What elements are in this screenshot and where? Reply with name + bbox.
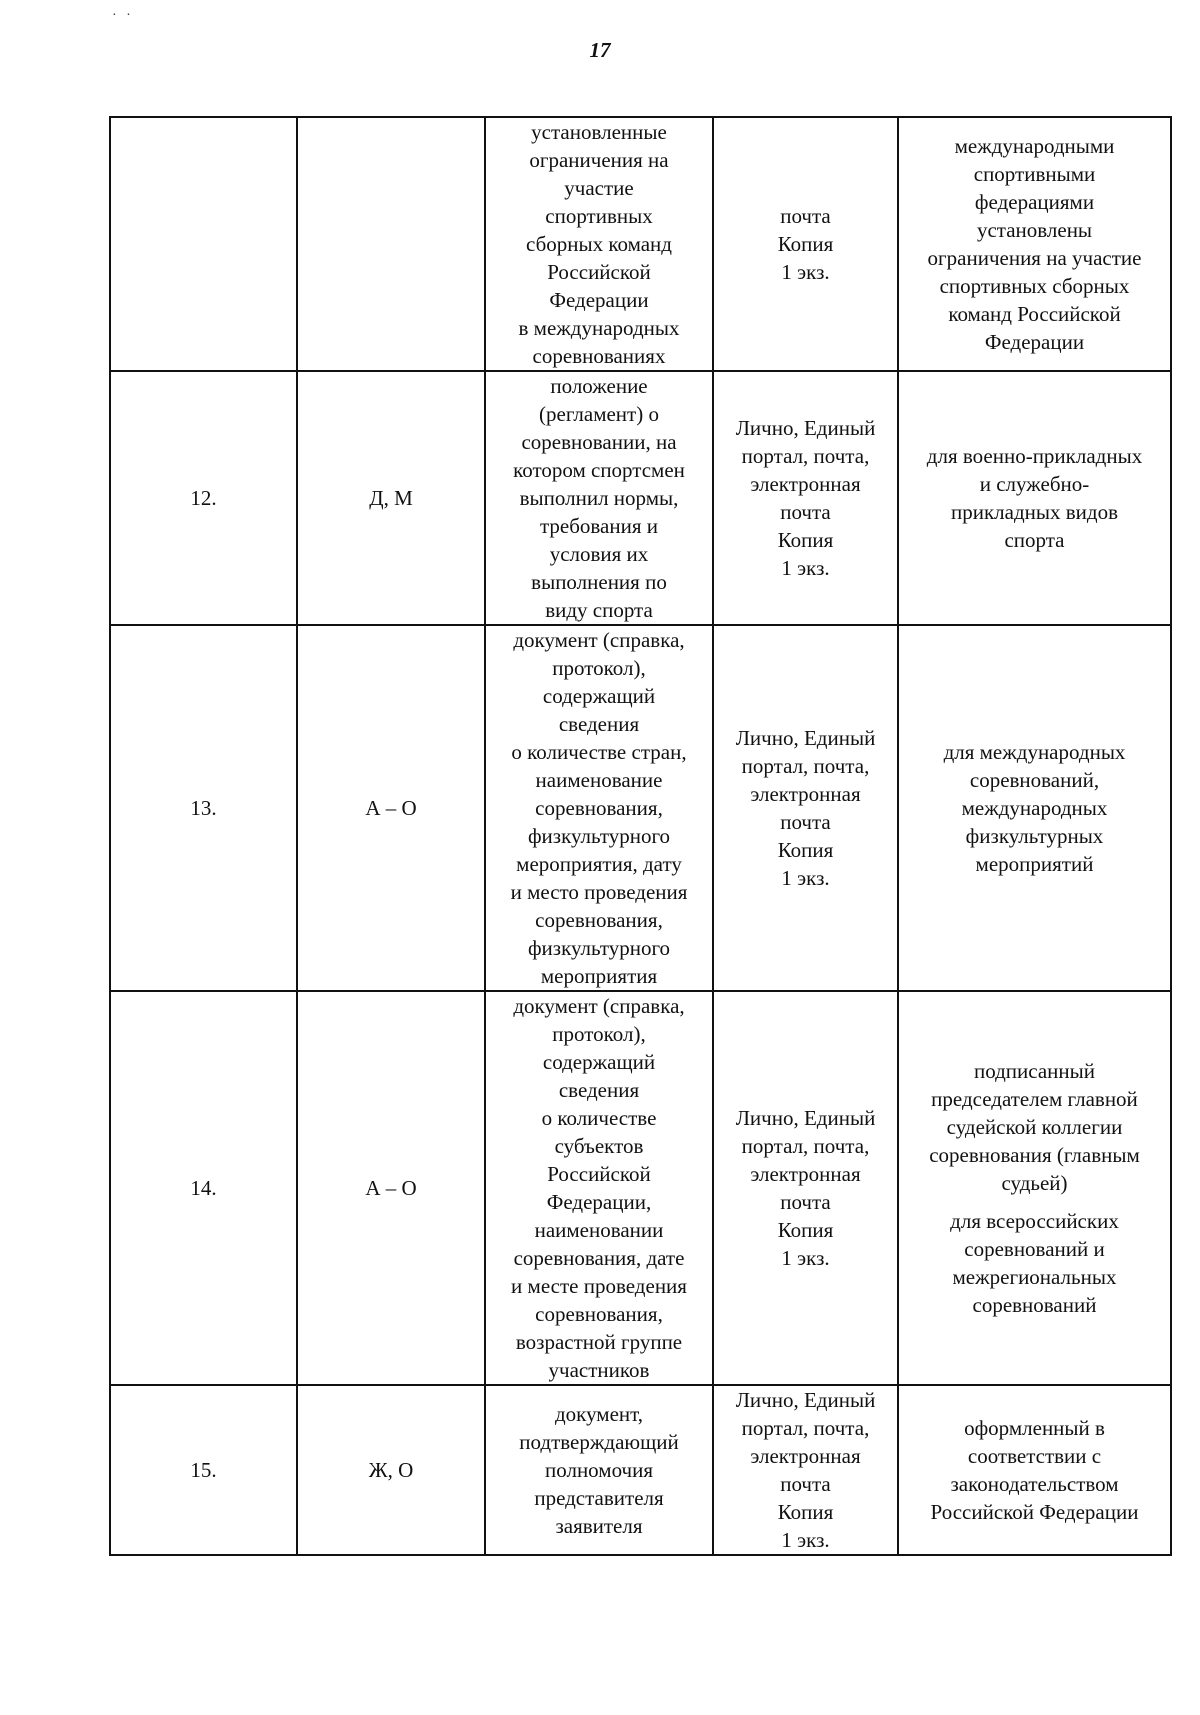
document-line: (регламент) о — [539, 402, 659, 426]
note-line: соревнований — [972, 1293, 1097, 1317]
method-line: портал, почта, — [741, 1416, 870, 1440]
note-line: соответствии с — [967, 1444, 1102, 1468]
table-row — [110, 625, 1171, 991]
document-line: установленные — [531, 120, 667, 144]
applicant-category-code — [297, 117, 485, 371]
document-line: о количестве — [541, 1106, 657, 1130]
note-line: и служебно- — [979, 472, 1090, 496]
note-block — [905, 738, 1164, 878]
document-line: сборных команд — [526, 232, 672, 256]
submission-method — [713, 117, 898, 371]
method-line: почта — [780, 810, 831, 834]
document-line: выполнения по — [531, 570, 667, 594]
method-line: почта — [780, 1190, 831, 1214]
note-block — [905, 1414, 1164, 1526]
document-line: содержащий — [542, 1050, 656, 1074]
method-line: 1 экз. — [781, 556, 830, 580]
method-line: электронная — [750, 1162, 861, 1186]
method-line: почта — [780, 1472, 831, 1496]
method-line: Лично, Единый — [735, 1106, 876, 1130]
document-line: подтверждающий — [519, 1430, 679, 1454]
method-line: 1 экз. — [781, 1528, 830, 1552]
document-line: Федерации — [549, 288, 649, 312]
document-description — [485, 1385, 713, 1555]
note-line: физкультурных — [965, 824, 1104, 848]
document-description — [485, 625, 713, 991]
row-number: 14. — [110, 991, 297, 1385]
document-line: наименование — [535, 768, 663, 792]
note-line: спортивных сборных — [939, 274, 1130, 298]
document-line: положение — [550, 374, 648, 398]
document-line: содержащий — [542, 684, 656, 708]
document-line: участников — [548, 1358, 650, 1382]
table-row — [110, 1385, 1171, 1555]
document-line: возрастной группе — [515, 1330, 683, 1354]
submission-method — [713, 991, 898, 1385]
note-line: спорта — [1004, 528, 1065, 552]
note-line: соревнований и — [964, 1237, 1105, 1261]
document-line: виду спорта — [545, 598, 653, 622]
document-line: мероприятия — [540, 964, 658, 988]
note-line: команд Российской — [948, 302, 1121, 326]
submission-method — [713, 625, 898, 991]
document-line: документ (справка, — [513, 628, 685, 652]
note-line: законодательством — [950, 1472, 1119, 1496]
note-line: соревнования (главным — [929, 1143, 1140, 1167]
document-line: сведения — [558, 712, 640, 736]
note-line: ограничения на участие — [927, 246, 1142, 270]
row-number: 12. — [110, 371, 297, 625]
applicant-category-code: Д, М — [297, 371, 485, 625]
row-number — [110, 117, 297, 371]
method-line: Копия — [777, 232, 834, 256]
method-line: портал, почта, — [741, 444, 870, 468]
table-row — [110, 371, 1171, 625]
row-number: 15. — [110, 1385, 297, 1555]
document-line: представителя — [534, 1486, 664, 1510]
note-line: подписанный — [973, 1059, 1096, 1083]
note-line: федерациями — [974, 190, 1095, 214]
table-row — [110, 117, 1171, 371]
document-line: заявителя — [555, 1514, 643, 1538]
document-line: и место проведения — [510, 880, 688, 904]
document-line: спортивных — [545, 204, 653, 228]
document-line: соревнования, дате — [513, 1246, 685, 1270]
row-number: 13. — [110, 625, 297, 991]
note-line: для всероссийских — [950, 1209, 1119, 1233]
document-line: протокол), — [552, 1022, 646, 1046]
method-line: Копия — [777, 528, 834, 552]
submission-method — [713, 371, 898, 625]
note-block — [905, 1057, 1164, 1197]
method-line: электронная — [750, 782, 861, 806]
submission-method — [713, 1385, 898, 1555]
note-line: судьей) — [1001, 1171, 1068, 1195]
document-line: условия их — [549, 542, 649, 566]
document-notes — [898, 1385, 1171, 1555]
document-line: Российской — [547, 1162, 651, 1186]
method-line: Копия — [777, 1218, 834, 1242]
document-line: субъектов — [554, 1134, 644, 1158]
document-notes — [898, 991, 1171, 1385]
note-line: мероприятий — [975, 852, 1094, 876]
note-line: установлены — [976, 218, 1093, 242]
requirements-table — [109, 116, 1172, 1556]
method-line: Лично, Единый — [735, 726, 876, 750]
applicant-category-code: А – О — [297, 991, 485, 1385]
note-line: председателем главной — [931, 1087, 1138, 1111]
document-line: Федерации, — [546, 1190, 652, 1214]
document-line: физкультурного — [527, 936, 671, 960]
document-line: Российской — [547, 260, 651, 284]
note-line: оформленный в — [964, 1416, 1105, 1440]
document-notes — [898, 625, 1171, 991]
document-line: наименовании — [534, 1218, 664, 1242]
method-line: Копия — [777, 1500, 834, 1524]
document-line: соревнования, — [535, 1302, 663, 1326]
method-line: портал, почта, — [741, 754, 870, 778]
document-line: соревновании, на — [521, 430, 677, 454]
method-line: 1 экз. — [781, 866, 830, 890]
note-line: соревнований, — [969, 768, 1100, 792]
document-line: соревнования, — [535, 908, 663, 932]
document-line: ограничения на — [529, 148, 669, 172]
applicant-category-code: Ж, О — [297, 1385, 485, 1555]
document-line: о количестве стран, — [511, 740, 687, 764]
document-line: в международных — [518, 316, 680, 340]
document-line: документ, — [554, 1402, 643, 1426]
document-line: выполнил нормы, — [519, 486, 679, 510]
document-line: соревнованиях — [532, 344, 666, 368]
document-line: котором спортсмен — [513, 458, 685, 482]
page-number: 17 — [589, 38, 611, 62]
note-line: международных — [961, 796, 1108, 820]
document-line: полномочия — [545, 1458, 653, 1482]
method-line: электронная — [750, 472, 861, 496]
document-notes — [898, 117, 1171, 371]
method-line: 1 экз. — [781, 1246, 830, 1270]
document-description — [485, 991, 713, 1385]
document-line: мероприятия, дату — [516, 852, 682, 876]
document-description — [485, 371, 713, 625]
method-line: 1 экз. — [781, 260, 830, 284]
method-line: почта — [780, 500, 831, 524]
document-line: сведения — [558, 1078, 640, 1102]
scan-corner-marks: · · — [112, 8, 134, 23]
document-line: участие — [564, 176, 634, 200]
method-line: электронная — [750, 1444, 861, 1468]
note-line: Федерации — [984, 330, 1085, 354]
applicant-category-code: А – О — [297, 625, 485, 991]
document-line: и месте проведения — [511, 1274, 687, 1298]
note-line: Российской Федерации — [930, 1500, 1139, 1524]
note-line: судейской коллегии — [946, 1115, 1123, 1139]
method-line: почта — [780, 204, 831, 228]
note-line: для международных — [943, 740, 1126, 764]
note-line: международными — [954, 134, 1115, 158]
document-line: физкультурного — [527, 824, 671, 848]
method-line: Лично, Единый — [735, 416, 876, 440]
document-line: соревнования, — [535, 796, 663, 820]
document-line: документ (справка, — [513, 994, 685, 1018]
note-block — [905, 1207, 1164, 1319]
note-line: прикладных видов — [950, 500, 1118, 524]
note-block — [905, 442, 1164, 554]
document-line: требования и — [539, 514, 659, 538]
note-line: для военно-прикладных — [926, 444, 1143, 468]
document-description — [485, 117, 713, 371]
table-row — [110, 991, 1171, 1385]
method-line: портал, почта, — [741, 1134, 870, 1158]
method-line: Копия — [777, 838, 834, 862]
note-block — [905, 132, 1164, 356]
document-notes — [898, 371, 1171, 625]
note-line: спортивными — [973, 162, 1096, 186]
document-line: протокол), — [552, 656, 646, 680]
note-line: межрегиональных — [952, 1265, 1117, 1289]
method-line: Лично, Единый — [735, 1388, 876, 1412]
